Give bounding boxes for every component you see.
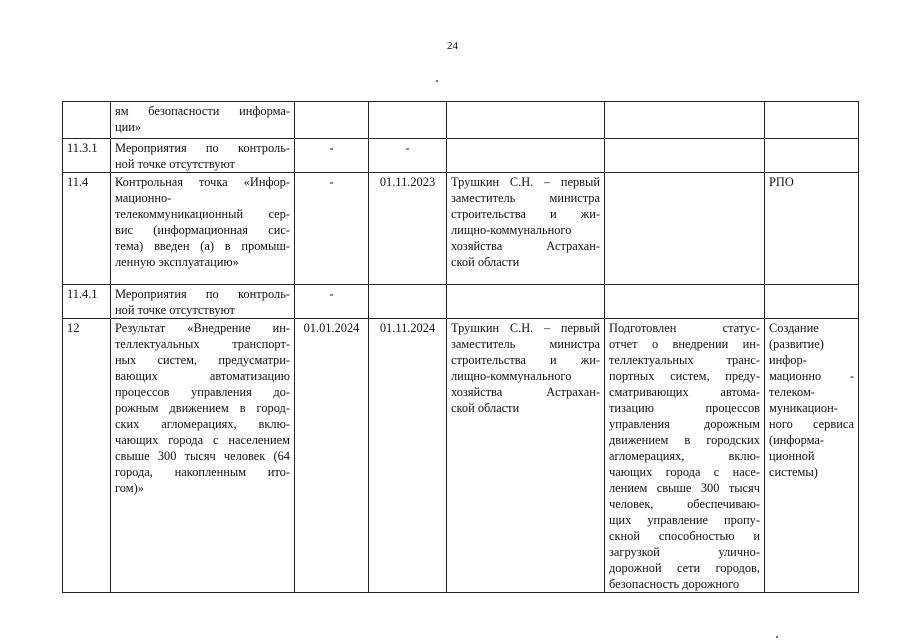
result-cell-line: агломерациях, вклю-	[609, 449, 760, 463]
end-date-cell: 01.11.2024	[369, 319, 447, 593]
responsible-cell-line: заместитель министра	[451, 191, 600, 205]
item-text-cell-line: города, накопленным ито-	[115, 465, 290, 479]
start-date-cell: 01.01.2024	[295, 319, 369, 593]
responsible-cell	[447, 102, 605, 139]
item-text-cell-line: ной точке отсутствуют	[115, 303, 235, 317]
responsible-cell-line: Трушкин С.Н. – первый	[451, 175, 600, 189]
responsible-cell	[447, 139, 605, 173]
document-cell	[765, 319, 859, 593]
document-cell-line: ционной	[769, 449, 815, 463]
responsible-cell-line: лищно-коммунального	[451, 223, 572, 237]
result-cell-line: загрузкой улично-	[609, 545, 760, 559]
item-text-cell	[111, 285, 295, 319]
row-number-cell: 12	[63, 319, 111, 593]
start-date-cell: -	[295, 173, 369, 285]
document-cell-line: ного сервиса	[769, 417, 854, 431]
table-row	[63, 139, 859, 173]
document-cell-line: муникацион-	[769, 401, 838, 415]
responsible-cell-line: хозяйства Астрахан-	[451, 385, 600, 399]
document-cell-line: системы)	[769, 465, 818, 479]
result-cell	[605, 319, 765, 593]
item-text-cell	[111, 102, 295, 139]
responsible-cell	[447, 285, 605, 319]
item-text-cell-line: ной точке отсутствуют	[115, 157, 235, 171]
document-cell	[765, 102, 859, 139]
document-cell	[765, 173, 859, 285]
item-text-cell	[111, 139, 295, 173]
table-row	[63, 102, 859, 139]
responsible-cell	[447, 319, 605, 593]
item-text-cell-line: ных систем, предусматри-	[115, 353, 290, 367]
row-number-cell: 11.4.1	[63, 285, 111, 319]
end-date-cell	[369, 285, 447, 319]
row-number-cell: 11.4	[63, 173, 111, 285]
item-text-cell-line: Контрольная точка «Инфор-	[115, 175, 290, 189]
document-cell	[765, 139, 859, 173]
item-text-cell-line: рожным движением в город-	[115, 401, 290, 415]
result-cell-line: сматривающих автома-	[609, 385, 760, 399]
item-text-cell-line: вис (информационная сис-	[115, 223, 290, 237]
result-cell-line: тизацию процессов	[609, 401, 760, 415]
result-cell-line: Подготовлен статус-	[609, 321, 760, 335]
item-text-cell-line: теллектуальных транспорт-	[115, 337, 290, 351]
result-cell	[605, 285, 765, 319]
scan-speck	[436, 80, 438, 82]
item-text-cell-line: ленную эксплуатацию»	[115, 255, 239, 269]
result-cell-line: щих управление пропу-	[609, 513, 760, 527]
result-cell-line: скной способностью и	[609, 529, 760, 543]
table-row	[63, 173, 859, 285]
item-text-cell-line: тема) введен (а) в промыш-	[115, 239, 290, 253]
item-text-cell-line: гом)»	[115, 481, 144, 495]
end-date-cell: 01.11.2023	[369, 173, 447, 285]
item-text-cell-line: Мероприятия по контроль-	[115, 141, 290, 155]
item-text-cell-line: чающих города с населением	[115, 433, 290, 447]
result-cell-line: безопасность дорожного	[609, 577, 740, 591]
row-number-cell	[63, 102, 111, 139]
document-cell-line: инфор-	[769, 353, 807, 367]
result-cell-line: отчет о внедрении ин-	[609, 337, 760, 351]
result-cell-line: лением свыше 300 тысяч	[609, 481, 760, 495]
responsible-cell-line: заместитель министра	[451, 337, 600, 351]
responsible-cell-line: строительства и жи-	[451, 207, 600, 221]
document-cell	[765, 285, 859, 319]
result-cell-line: теллектуальных транс-	[609, 353, 760, 367]
item-text-cell-line: Результат «Внедрение ин-	[115, 321, 290, 335]
result-cell	[605, 102, 765, 139]
item-text-cell-line: ям безопасности информа-	[115, 104, 290, 118]
item-text-cell-line: процессов управления до-	[115, 385, 290, 399]
responsible-cell-line: лищно-коммунального	[451, 369, 572, 383]
responsible-cell-line: ской области	[451, 255, 520, 269]
end-date-cell	[369, 102, 447, 139]
responsible-cell-line: Трушкин С.Н. – первый	[451, 321, 600, 335]
document-cell-line: (развитие)	[769, 337, 824, 351]
item-text-cell-line: мационно-	[115, 191, 172, 205]
document-cell-line: (информа-	[769, 433, 825, 447]
row-number-cell: 11.3.1	[63, 139, 111, 173]
responsible-cell-line: строительства и жи-	[451, 353, 600, 367]
result-cell-line: движением в городских	[609, 433, 760, 447]
plan-table	[62, 101, 859, 593]
document-cell-line: РПО	[769, 175, 794, 189]
table-row	[63, 319, 859, 593]
item-text-cell-line: ских агломерациях, вклю-	[115, 417, 290, 431]
item-text-cell-line: Мероприятия по контроль-	[115, 287, 290, 301]
item-text-cell	[111, 173, 295, 285]
document-cell-line: телеком-	[769, 385, 815, 399]
result-cell-line: чающих города с насе-	[609, 465, 760, 479]
result-cell-line: портных систем, преду-	[609, 369, 760, 383]
result-cell-line: человек, обеспечиваю-	[609, 497, 760, 511]
result-cell	[605, 173, 765, 285]
responsible-cell-line: хозяйства Астрахан-	[451, 239, 600, 253]
result-cell	[605, 139, 765, 173]
item-text-cell-line: телекоммуникационный сер-	[115, 207, 290, 221]
result-cell-line: дорожной сети городов,	[609, 561, 760, 575]
item-text-cell-line: вающих автоматизацию	[115, 369, 290, 383]
end-date-cell: -	[369, 139, 447, 173]
result-cell-line: управления дорожным	[609, 417, 760, 431]
scan-speck	[776, 636, 778, 638]
item-text-cell	[111, 319, 295, 593]
responsible-cell	[447, 173, 605, 285]
start-date-cell: -	[295, 285, 369, 319]
document-cell-line: мационно -	[769, 369, 854, 383]
item-text-cell-line: свыше 300 тысяч человек (64	[115, 449, 290, 463]
page-number: 24	[447, 40, 458, 52]
table-row	[63, 285, 859, 319]
start-date-cell	[295, 102, 369, 139]
responsible-cell-line: ской области	[451, 401, 520, 415]
document-cell-line: Создание	[769, 321, 819, 335]
start-date-cell: -	[295, 139, 369, 173]
item-text-cell-line: ции»	[115, 120, 142, 134]
